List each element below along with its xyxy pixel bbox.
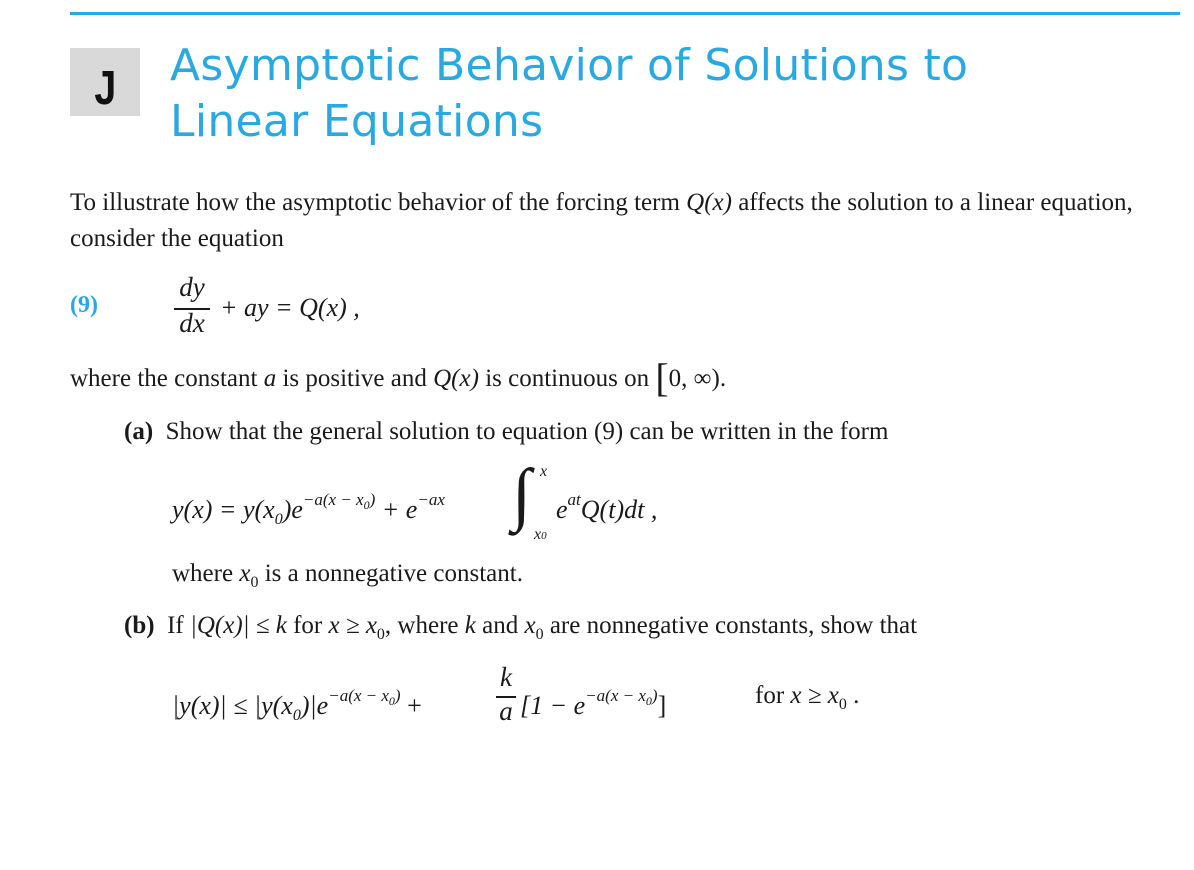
integral-lower [534,526,547,544]
pb-text-3: , where [384,612,465,639]
pb-bracket-exp-sub: 0 [645,694,652,708]
where-text-1: where the constant [70,365,264,392]
integrand-exp: at [567,490,581,509]
appendix-letter: J [94,62,116,115]
equation-number: (9) [70,292,98,318]
integrand-e: e [556,495,568,524]
where-a: a [263,365,277,392]
pb-for-cond: x ≥ x [790,682,839,709]
pa-lhs-sub: 0 [274,511,283,528]
part-a-note [172,556,523,601]
interval: 0, ∞ [668,365,712,392]
forcing-term: Q(x) [686,189,732,216]
pb-ineq-exp: −a(x − x [328,686,389,705]
part-a-label: (a) [124,418,154,445]
where-text-4: . [719,365,727,392]
where-text-2: is positive and [276,365,434,392]
top-rule [70,12,1180,15]
pb-x0: x [524,612,536,639]
intro-text-1: To illustrate how the asymptotic behavior of the forcing term [70,189,687,216]
intro-text-2: affects the solution to a linear equation, consider the equation [70,189,1133,252]
pa-exp2: −ax [417,490,445,509]
part-b-inequality-left [172,678,422,734]
integral-lower-sub: 0 [541,530,547,542]
part-b-bracket [520,678,666,724]
part-a-statement [124,414,888,450]
pb-text-2: for [286,612,329,639]
pb-ineq-sub: 0 [292,707,301,724]
pa-note-2: is a nonnegative constant. [258,560,523,587]
eq9-numerator: dy [179,272,205,302]
pa-plus: + e [381,495,418,524]
pa-note-sub: 0 [250,574,259,591]
pb-k: k [464,612,476,639]
interval-open-bracket: [ [655,355,669,400]
eq9-rhs-text: + ay = Q(x) , [220,293,360,322]
appendix-badge [70,48,140,116]
pb-frac-num: k [500,662,512,692]
pb-bracket-exp-end: ) [651,686,658,705]
part-b-label: (b) [124,612,155,639]
integral-upper: x [540,463,548,480]
pb-x0-sub: 0 [535,626,544,643]
pa-exp1-sub: 0 [363,498,370,512]
pb-frac-den: a [499,696,513,726]
intro-paragraph [70,185,1180,257]
title-line-1: Asymptotic Behavior of Solutions to [170,40,969,91]
pb-ineq-lhs: |y(x)| ≤ |y(x [172,691,293,720]
part-b-condition [755,678,859,723]
pb-plus: + [407,691,422,720]
part-a-equation [172,482,445,538]
pb-text-5: are nonnegative constants, show that [543,612,918,639]
pb-for-text: for [755,682,791,709]
eq9-denominator: dx [179,308,205,338]
pb-cond: x ≥ x [328,612,377,639]
pb-abs-q: |Q(x)| ≤ k [189,612,287,639]
pa-exp1: −a(x − x [302,490,364,509]
integral-sign: ∫ [512,456,532,533]
pb-for-sub: 0 [838,696,847,713]
integrand-rest: Q(t)dt , [580,495,658,524]
pb-ineq-exp-end: ) [394,686,401,705]
pa-note-x: x [239,560,251,587]
pb-bracket-exp: −a(x − x [585,686,646,705]
pb-cond-sub: 0 [376,626,385,643]
page-title [170,38,1170,150]
pb-text-4: and [475,612,525,639]
part-a-text: Show that the general solution to equation (9) can be written in the form [165,418,889,445]
eq9-rhs [220,290,360,326]
pa-lhs: y(x) = y(x [172,495,275,524]
pb-bracket-close: ] [657,691,667,720]
integrand [556,482,657,528]
pa-exp1-end: ) [369,490,376,509]
pb-ineq-mid: )|e [300,691,329,720]
title-line-2: Linear Equations [170,96,544,147]
pb-bracket-open: [1 − e [520,691,586,720]
pb-for-end: . [846,682,860,709]
pa-lhs-end: )e [282,495,303,524]
pb-text-1: If [167,612,190,639]
part-b-statement [124,608,917,653]
integral-lower-x: x [534,526,542,543]
where-q: Q(x) [433,365,479,392]
pb-ineq-exp-sub: 0 [388,694,395,708]
pa-note-1: where [172,560,240,587]
where-text-3: is continuous on [478,365,656,392]
where-sentence: where the constant a is positive and Q(x) is continuous on [0, ∞). [70,355,727,400]
